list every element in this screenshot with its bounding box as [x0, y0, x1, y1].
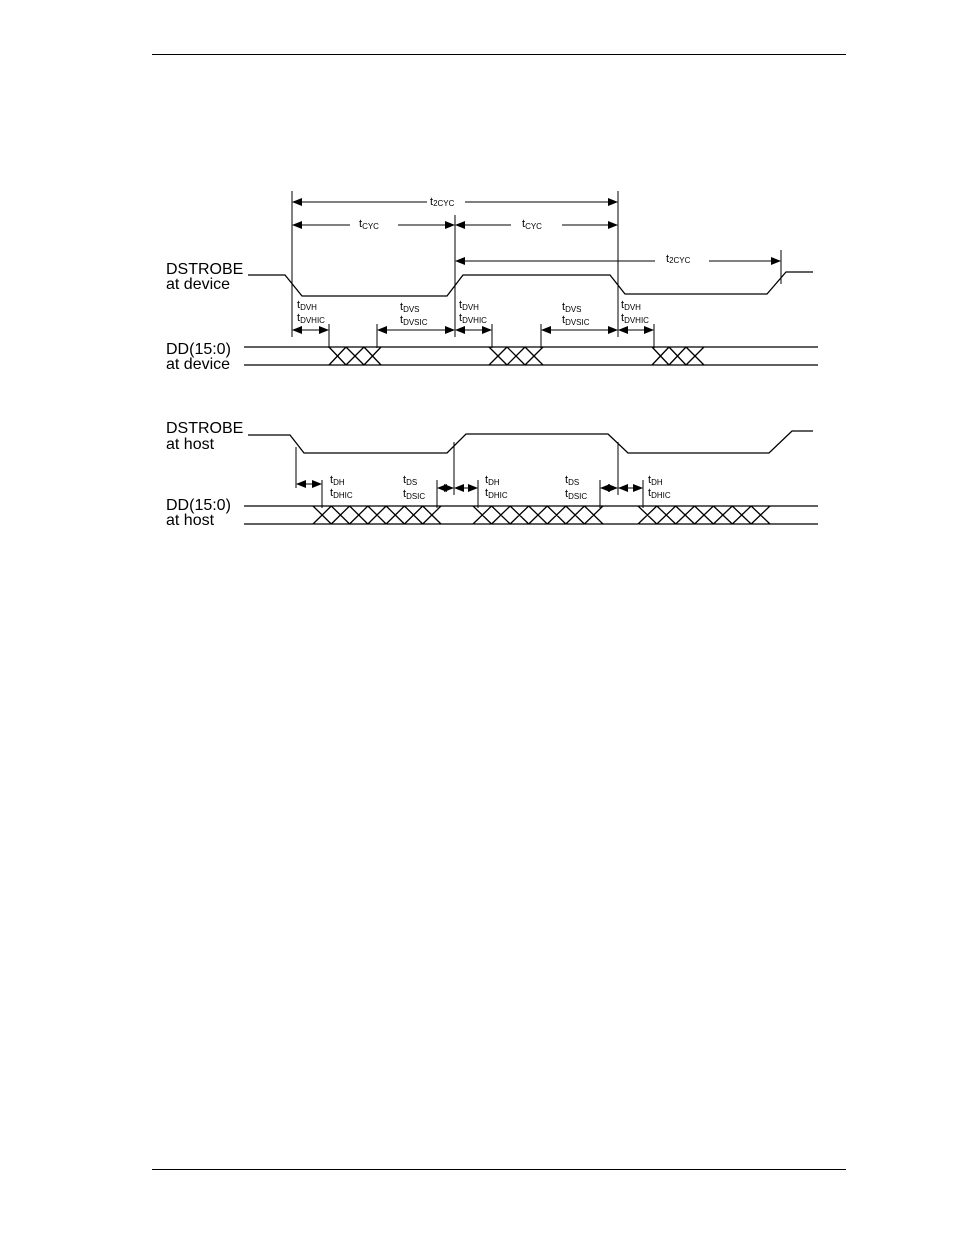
label-tcyc-2: tCYC [522, 218, 542, 231]
reference-lines [292, 191, 781, 508]
label-tcyc-1: tCYC [359, 218, 379, 231]
label-tdh-3: tDH [648, 474, 663, 487]
label-tdsic-1: tDSIC [403, 488, 426, 501]
label-tds-1: tDS [403, 474, 418, 487]
signal-label-dstrobe-device-2: at device [166, 276, 231, 293]
dd-host-crossings-1 [313, 506, 441, 524]
signal-label-dstrobe-host-2: at host [166, 436, 215, 453]
label-tdvhic-1: tDVHIC [297, 312, 325, 325]
label-tdvs-2: tDVS [562, 301, 582, 314]
dd-host-crossings-2 [473, 506, 603, 524]
label-tdhic-3: tDHIC [648, 487, 671, 500]
cycle-arrows [293, 202, 780, 261]
label-tdh-2: tDH [485, 474, 500, 487]
signal-label-dd-device-1: DD(15:0) [166, 341, 231, 358]
label-tdvh-1: tDVH [297, 299, 317, 312]
dd-host-bus [244, 506, 818, 524]
signal-label-dd-host-2: at host [166, 512, 215, 529]
label-tdvsic-1: tDVSIC [400, 314, 428, 327]
label-tdvh-2: tDVH [459, 299, 479, 312]
label-tdvs-1: tDVS [400, 301, 420, 314]
signal-label-dstrobe-host-1: DSTROBE [166, 420, 244, 437]
label-tds-2: tDS [565, 474, 580, 487]
host-arrows [297, 484, 642, 488]
label-t2cyc-top: t2CYC [430, 196, 455, 208]
label-tdh-1: tDH [330, 474, 345, 487]
label-tdhic-2: tDHIC [485, 487, 508, 500]
dd-host-crossings-3 [638, 506, 770, 524]
signal-label-dd-device-2: at device [166, 356, 231, 373]
label-tdvhic-3: tDVHIC [621, 312, 649, 325]
dd-device-bus [244, 347, 818, 365]
label-t2cyc-mid: t2CYC [666, 253, 691, 265]
label-tdvh-3: tDVH [621, 299, 641, 312]
dstrobe-device-waveform [248, 272, 813, 296]
label-tdvsic-2: tDVSIC [562, 314, 590, 327]
label-tdvhic-2: tDVHIC [459, 312, 487, 325]
signal-label-dstrobe-device-1: DSTROBE [166, 261, 244, 278]
label-tdhic-1: tDHIC [330, 487, 353, 500]
dstrobe-host-waveform [248, 431, 813, 453]
signal-label-dd-host-1: DD(15:0) [166, 497, 231, 514]
label-tdsic-2: tDSIC [565, 488, 588, 501]
